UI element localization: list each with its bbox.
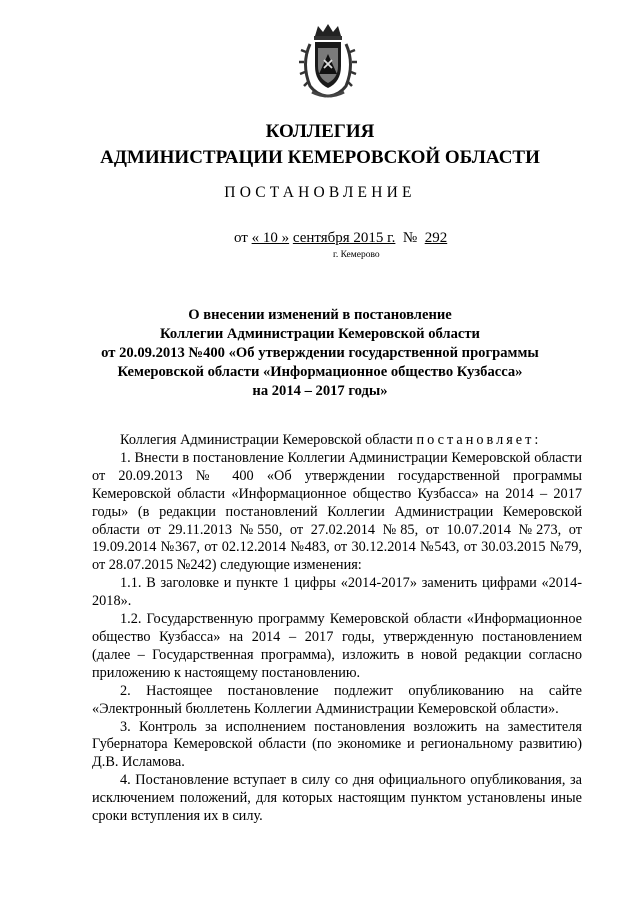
number-sign: № bbox=[402, 230, 418, 246]
paragraph-1-1: 1.1. В заголовке и пункте 1 цифры «2014-2017» заменить цифрами «2014-2018». bbox=[92, 575, 582, 610]
document-number: 292 bbox=[424, 230, 448, 246]
date-number-line bbox=[234, 229, 447, 247]
city-label: г. Кемерово bbox=[333, 250, 380, 260]
title-line: от 20.09.2013 №400 «Об утверждении государственной программы bbox=[101, 345, 539, 361]
date-day: « 10 » bbox=[251, 230, 290, 246]
paragraph-1: 1. Внести в постановление Коллегии Администрации Кемеровской области от 20.09.2013 № 400 «Об утверждении государственной программы Кемеровской области «Информационное общество Кузбасса» на 2014 – 2017 годы» (в редакции постановлений Коллегии Администрации Кемеровской области от 29.11.2013 №550, от 27.02.2014 №85, от 10.07.2014 №273, от 19.09.2014 №367, от 02.12.2014 №483, от 30.12.2014 №543, от 30.03.2015 №79, от 28.07.2015 №242) следующие изменения: bbox=[92, 449, 582, 574]
paragraph-2: 2. Настоящее постановление подлежит опубликованию на сайте «Электронный бюллетень Коллегии Администрации Кемеровской области». bbox=[92, 682, 582, 717]
document-type: ПОСТАНОВЛЕНИЕ bbox=[224, 184, 416, 201]
kemerovo-coat-of-arms-icon bbox=[298, 22, 358, 102]
decree-word: постановляет: bbox=[416, 432, 542, 448]
organization-name-line1: КОЛЛЕГИЯ bbox=[265, 121, 375, 142]
date-month-year: сентября 2015 г. bbox=[292, 230, 396, 246]
title-line: Кемеровской области «Информационное общество Кузбасса» bbox=[117, 364, 523, 380]
paragraph-1-2: 1.2. Государственную программу Кемеровской области «Информационное общество Кузбасса» на 2014 – 2017 годы, утвержденную постановлением (далее – Государственная программа), изложить в новой редакции согласно приложению к настоящему постановлению. bbox=[92, 611, 582, 681]
paragraph-3: 3. Контроль за исполнением постановления возложить на заместителя Губернатора Кемеровской области (по экономике и региональному развитию) Д.В. Исламова. bbox=[92, 718, 582, 771]
paragraph-4: 4. Постановление вступает в силу со дня официального опубликования, за исключением положений, для которых настоящим пунктом установлены иные сроки вступления их в силу. bbox=[92, 772, 582, 825]
title-line: на 2014 – 2017 годы» bbox=[252, 383, 388, 399]
title-line: Коллегии Администрации Кемеровской области bbox=[160, 326, 480, 342]
intro-text: Коллегия Администрации Кемеровской области bbox=[120, 432, 417, 448]
intro-paragraph bbox=[92, 432, 582, 450]
organization-name-line2: АДМИНИСТРАЦИИ КЕМЕРОВСКОЙ ОБЛАСТИ bbox=[100, 147, 540, 168]
document-title bbox=[60, 306, 580, 401]
title-line: О внесении изменений в постановление bbox=[188, 307, 452, 323]
document-body bbox=[92, 432, 582, 826]
date-from-label: от bbox=[234, 230, 248, 246]
